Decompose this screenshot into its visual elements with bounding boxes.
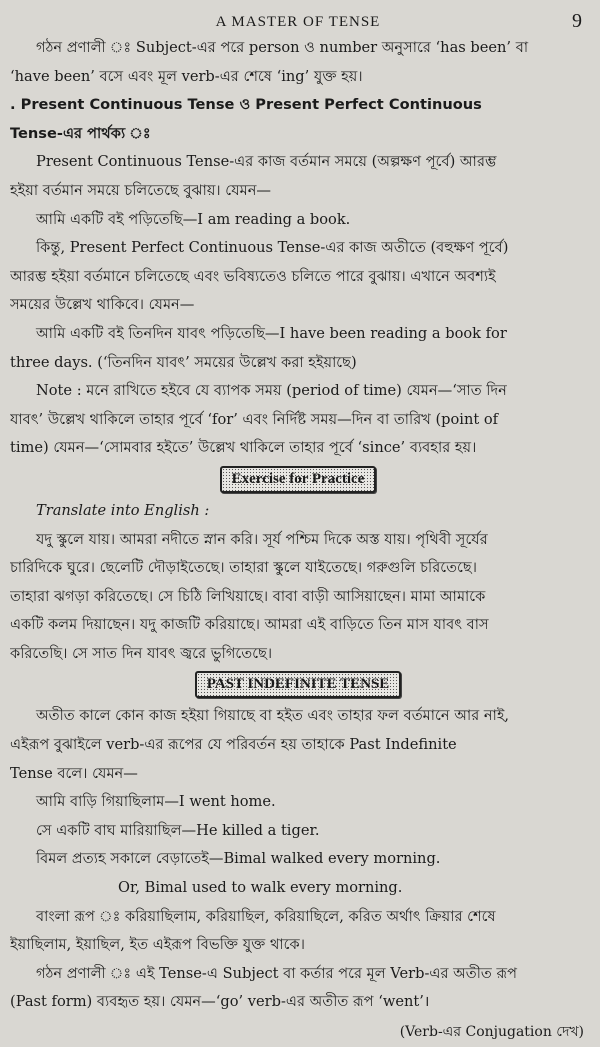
text-line: যাবৎ’ উল্লেখ থাকিলে তাহার পূর্বে ‘for’ এবং নির্দিষ্ট সময়—দিন বা তারিখ (point of xyxy=(10,410,499,428)
note-line: Note : মনে রাখিতে হইবে যে ব্যাপক সময় (period of time) যেমন—‘সাত দিন xyxy=(36,382,507,400)
footer-note: (Verb-এর Conjugation দেখ) xyxy=(399,1024,584,1040)
example-line: আমি বাড়ি গিয়াছিলাম—I went home. xyxy=(36,793,276,811)
text-line: চারিদিকে ঘুরে। ছেলেটি দৌড়াইতেছে। তাহারা স্কুলে যাইতেছে। গরুগুলি চরিতেছে। xyxy=(10,559,477,577)
exercise-heading-wrap xyxy=(10,463,586,497)
text-line: গঠন প্রণালী ঃ এই Tense-এ Subject বা কর্তার পরে মূল Verb-এর অতীত রূপ xyxy=(36,964,518,982)
section-heading: . Present Continuous Tense ও Present Perfect Continuous xyxy=(10,96,482,114)
text-line: সময়ের উল্লেখ থাকিবে। যেমন— xyxy=(10,296,195,314)
text-line: Present Continuous Tense-এর কাজ বর্তমান সময়ে (অল্পক্ষণ পূর্বে) আরম্ভ xyxy=(36,153,497,171)
text-line: time) যেমন—‘সোমবার হইতে’ উল্লেখ থাকিলে তাহার পূর্বে ‘since’ ব্যবহার হয়। xyxy=(10,439,477,457)
text-line: Tense বলে। যেমন— xyxy=(10,764,138,782)
text-line: আরম্ভ হইয়া বর্তমানে চলিতেছে এবং ভবিষ্যতেও চলিতে পারে বুঝায়। এখানে অবশ্যই xyxy=(10,267,496,285)
text-line: একটি কলম দিয়াছেন। যদু কাজটি করিয়াছে। আমরা এই বাড়িতে তিন মাস যাবৎ বাস xyxy=(10,616,489,634)
exercise-heading-box: Exercise for Practice xyxy=(220,466,377,493)
page-number: 9 xyxy=(572,10,582,32)
text-line: এইরূপ বুঝাইলে verb-এর রূপের যে পরিবর্তন হয় তাহাকে Past Indefinite xyxy=(10,736,457,754)
section-heading-wrap xyxy=(10,668,586,702)
text-line: যদু স্কুলে যায়। আমরা নদীতে স্নান করি। সূর্য পশ্চিম দিকে অস্ত যায়। পৃথিবী সূর্যের xyxy=(36,530,488,548)
text-line: three days. (‘তিনদিন যাবৎ’ সময়ের উল্লেখ করা হইয়াছে) xyxy=(10,353,357,371)
text-line: ‘have been’ বসে এবং মূল verb-এর শেষে ‘ing’ যুক্ত হয়। xyxy=(10,67,363,85)
text-line: ইয়াছিলাম, ইয়াছিল, ইত এইরূপ বিভক্তি যুক্ত থাকে। xyxy=(10,936,305,954)
text-line: (Past form) ব্যবহৃত হয়। যেমন—‘go’ verb-এর অতীত রূপ ‘went’। xyxy=(10,993,430,1011)
text-line: কিন্তু, Present Perfect Continuous Tense-এর কাজ অতীতে (বহুক্ষণ পূর্বে) xyxy=(36,239,509,257)
text-line: অতীত কালে কোন কাজ হইয়া গিয়াছে বা হইত এবং তাহার ফল বর্তমানে আর নাই, xyxy=(36,707,510,725)
example-line: বিমল প্রত্যহ সকালে বেড়াতেই—Bimal walked every morning. xyxy=(36,850,441,868)
example-line: সে একটি বাঘ মারিয়াছিল—He killed a tiger. xyxy=(36,821,320,839)
page-header xyxy=(10,10,586,34)
text-line: বাংলা রূপ ঃ করিয়াছিলাম, করিয়াছিল, করিয়াছিলে, করিত অর্থাৎ ক্রিয়ার শেষে xyxy=(36,907,496,925)
section-heading: Tense-এর পার্থক্য ঃ xyxy=(10,124,151,142)
example-line: আমি একটি বই পড়িতেছি—I am reading a book. xyxy=(36,210,351,228)
example-line: আমি একটি বই তিনদিন যাবৎ পড়িতেছি—I have been reading a book for xyxy=(36,324,507,342)
instruction-line: Translate into English : xyxy=(36,501,210,519)
running-title: A MASTER OF TENSE xyxy=(215,14,381,30)
text-line: করিতেছি। সে সাত দিন যাবৎ জ্বরে ভুগিতেছে। xyxy=(10,644,273,662)
section-heading-box: PAST INDEFINITE TENSE xyxy=(195,671,402,698)
text-line: গঠন প্রণালী ঃ Subject-এর পরে person ও number অনুসারে ‘has been’ বা xyxy=(36,39,529,56)
example-line: Or, Bimal used to walk every morning. xyxy=(118,879,403,897)
text-line: তাহারা ঝগড়া করিতেছে। সে চিঠি লিখিয়াছে। বাবা বাড়ী আসিয়াছেন। মামা আমাকে xyxy=(10,587,486,605)
text-line: হইয়া বর্তমান সময়ে চলিতেছে বুঝায়। যেমন— xyxy=(10,181,272,199)
